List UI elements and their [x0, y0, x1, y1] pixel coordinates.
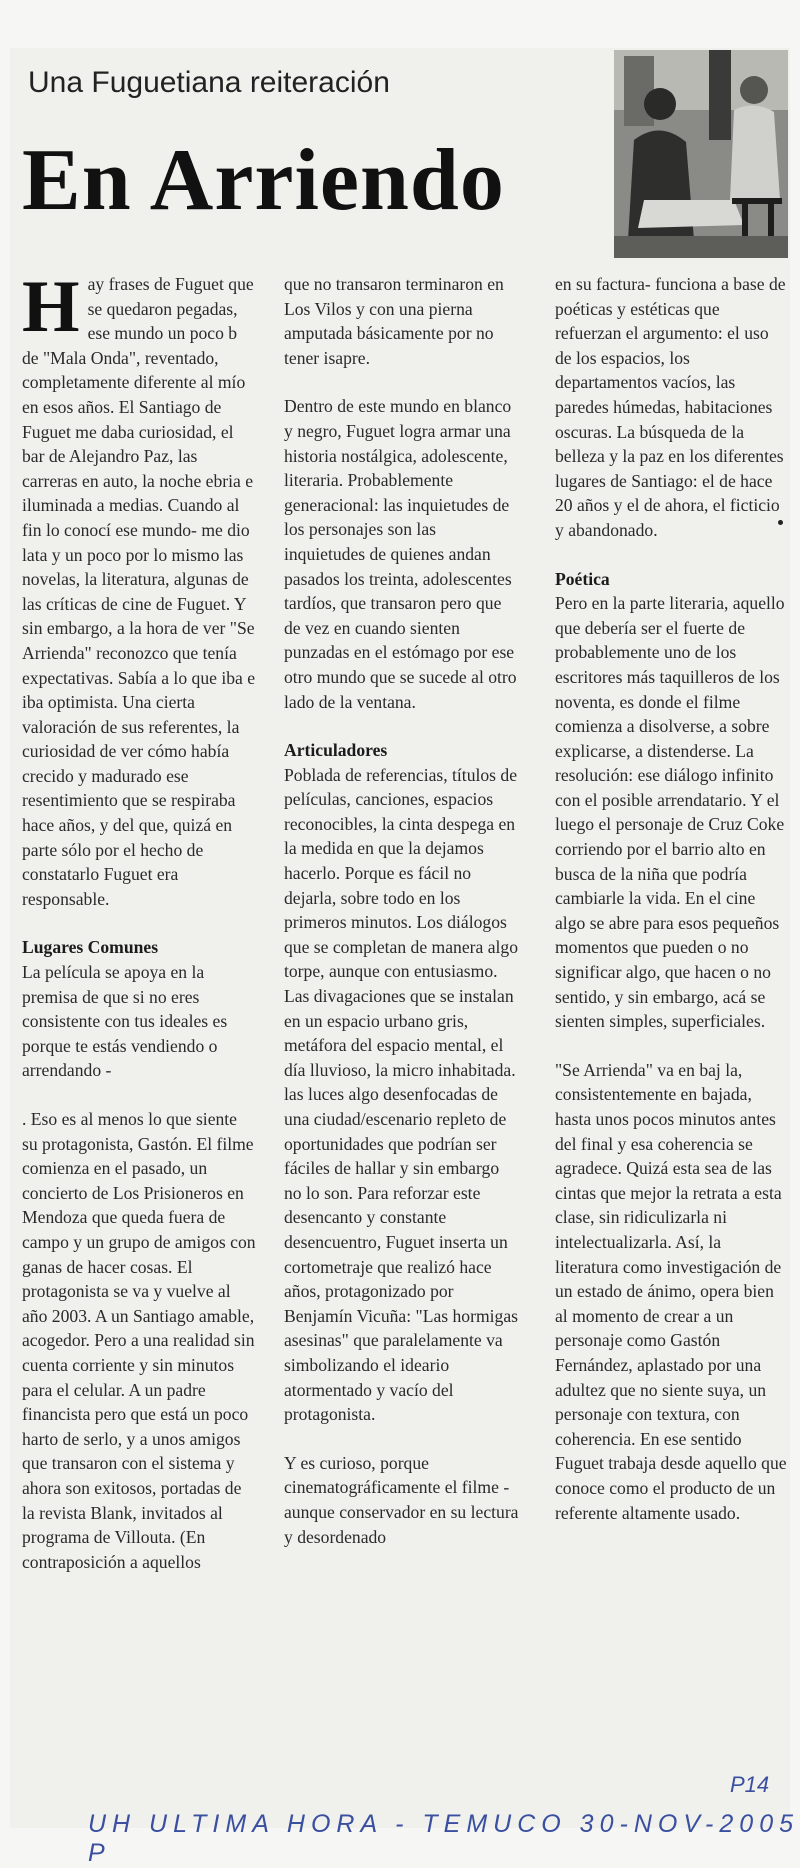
article-paragraph: que no transaron terminaron en Los Vilos y con una pierna amputada básicamente por no tener isapre.	[284, 274, 504, 368]
article-paragraph	[22, 266, 256, 911]
article-column-3	[555, 272, 787, 1549]
section-heading: Poética	[555, 568, 610, 589]
article-paragraph: . Eso es al menos lo que siente su protagonista, Gastón. El filme comienza en el pasado, un concierto de Los Prisioneros en Mendoza que queda fuera de campo y un grupo de amigos con ganas de hacer cosas. El protagonista se va y vuelve al año 2003. A un Santiago amable, acogedor. Pero a una realidad sin cuenta corriente y sin minutos para el celular. A un padre financista pero que está un poco harto de serlo, y a unos amigos que transaron con el sistema y ahora son exitosos, portadas de la revista Blank, invitados al programa de Villouta. (En contraposición a aquellos	[22, 1109, 256, 1572]
section-heading: Lugares Comunes	[22, 937, 159, 958]
dropcap: H	[22, 266, 80, 348]
article-paragraph: Dentro de este mundo en blanco y negro, Fuguet logra armar una historia nostálgica, adolescente, literaria. Probablemente generacional: las inquietudes de los personajes son las inquietudes de quienes andan pasados los treinta, adolescentes tardíos, que transaron pero que de vez en cuando sienten punzadas en el estómago por ese otro mundo que se sucede al otro lado de la ventana.	[284, 396, 517, 712]
section-heading: Articuladores	[284, 740, 388, 761]
article-paragraph: "Se Arrienda" va en baj la, consistentemente en bajada, hasta unos pocos minutos antes del final y esa coherencia se agradece. Quizá esta sea de las cintas que mejor la retrata a esta clase, sin ridiculizarla ni intelectualizarla. Así, la literatura como investigación de un estado de ánimo, opera bien al momento de crear a un personaje como Gastón Fernández, aplastado por una adultez que no siente suya, un personaje con textura, con coherencia. En ese sentido Fuguet trabaja desde aquello que conoce como el producto de un referente altamente usado.	[555, 1059, 787, 1523]
article-paragraph: La película se apoya en la premisa de que si no eres consistente con tus ideales es porque te estás vendiendo o arrendando -	[22, 962, 228, 1081]
article-headline: En Arriendo	[22, 132, 505, 229]
handwritten-source-note: UH ULTIMA HORA - TEMUCO 30-NOV-2005 P	[88, 1810, 800, 1867]
film-still-photo	[614, 50, 788, 258]
article-kicker: Una Fuguetiana reiteración	[28, 66, 390, 99]
paragraph-text: ay frases de Fuguet que se quedaron pegadas, ese mundo un poco b de "Mala Onda", reventado, completamente diferente al mío en esos años. El Santiago de Fuguet me daba curiosidad, el bar de Alejandro Paz, las carreras en auto, la noche ebria e iluminada a medias. Cuando al fin lo conocí ese mundo- me dio lata y un poco por lo mismo las novelas, la literatura, algunas de las críticas de cine de Fuguet. Y sin embargo, a la hora de ver "Se Arrienda" reconozco que tenía expectativas. Sabía a lo que iba e iba optimista. Una cierta valoración de sus referentes, la curiosidad de ver cómo había crecido y madurado ese resentimiento que se respiraba hace años, y del que, quizá en parte sólo por el hecho de constatarlo Fuguet era responsable.	[22, 274, 256, 909]
handwritten-page-mark: P14	[730, 1772, 770, 1797]
article-paragraph: Pero en la parte literaria, aquello que debería ser el fuerte de probablemente uno de los escritores más taquilleros de los noventa, es donde el filme comienza a disolverse, a sobre explicarse, a distenderse. La resolución: ese diálogo infinito con el posible arrendatario. Y el luego el personaje de Cruz Coke corriendo por el barrio alto en busca de la niña que podría cambiarle la vida. En el cine algo se abre para esos pequeños momentos que pueden o no significar algo, que hacen o no sentido, y sin embargo, acá se sienten simples, superficiales.	[555, 593, 785, 1032]
article-paragraph: Y es curioso, porque cinematográficamente el filme -aunque conservador en su lectura y desordenado	[284, 1452, 519, 1547]
article-paragraph: Poblada de referencias, títulos de películas, canciones, espacios reconocibles, la cinta despega en la medida en que la dejamos hacerlo. Porque es fácil no dejarla, sobre todo en los primeros minutos. Los diálogos que se completan de manera algo torpe, aunque con entusiasmo. Las divagaciones que se instalan en un espacio urbano gris, metáfora del espacio mental, el día lluvioso, la micro inhabitada. las luces algo desenfocadas de una ciudad/escenario repleto de oportunidades que podrían ser fáciles de hallar y sin embargo no lo son. Para reforzar este desencanto y constante desencuentro, Fuguet inserta un cortometraje que realizó hace años, protagonizado por Benjamín Vicuña: "Las hormigas asesinas" que paralelamente va simbolizando el ideario atormentado y vacío del protagonista.	[284, 764, 518, 1425]
article-column-1	[22, 266, 256, 1598]
ink-dot	[778, 520, 783, 525]
article-column-2	[284, 272, 520, 1573]
article-paragraph: en su factura- funciona a base de poéticas y estéticas que refuerzan el argumento: el uso de los espacios, los departamentos vacíos, las paredes húmedas, habitaciones oscuras. La búsqueda de la belleza y la paz en los diferentes lugares de Santiago: el de hace 20 años y el de ahora, el ficticio y abandonado.	[555, 274, 786, 540]
